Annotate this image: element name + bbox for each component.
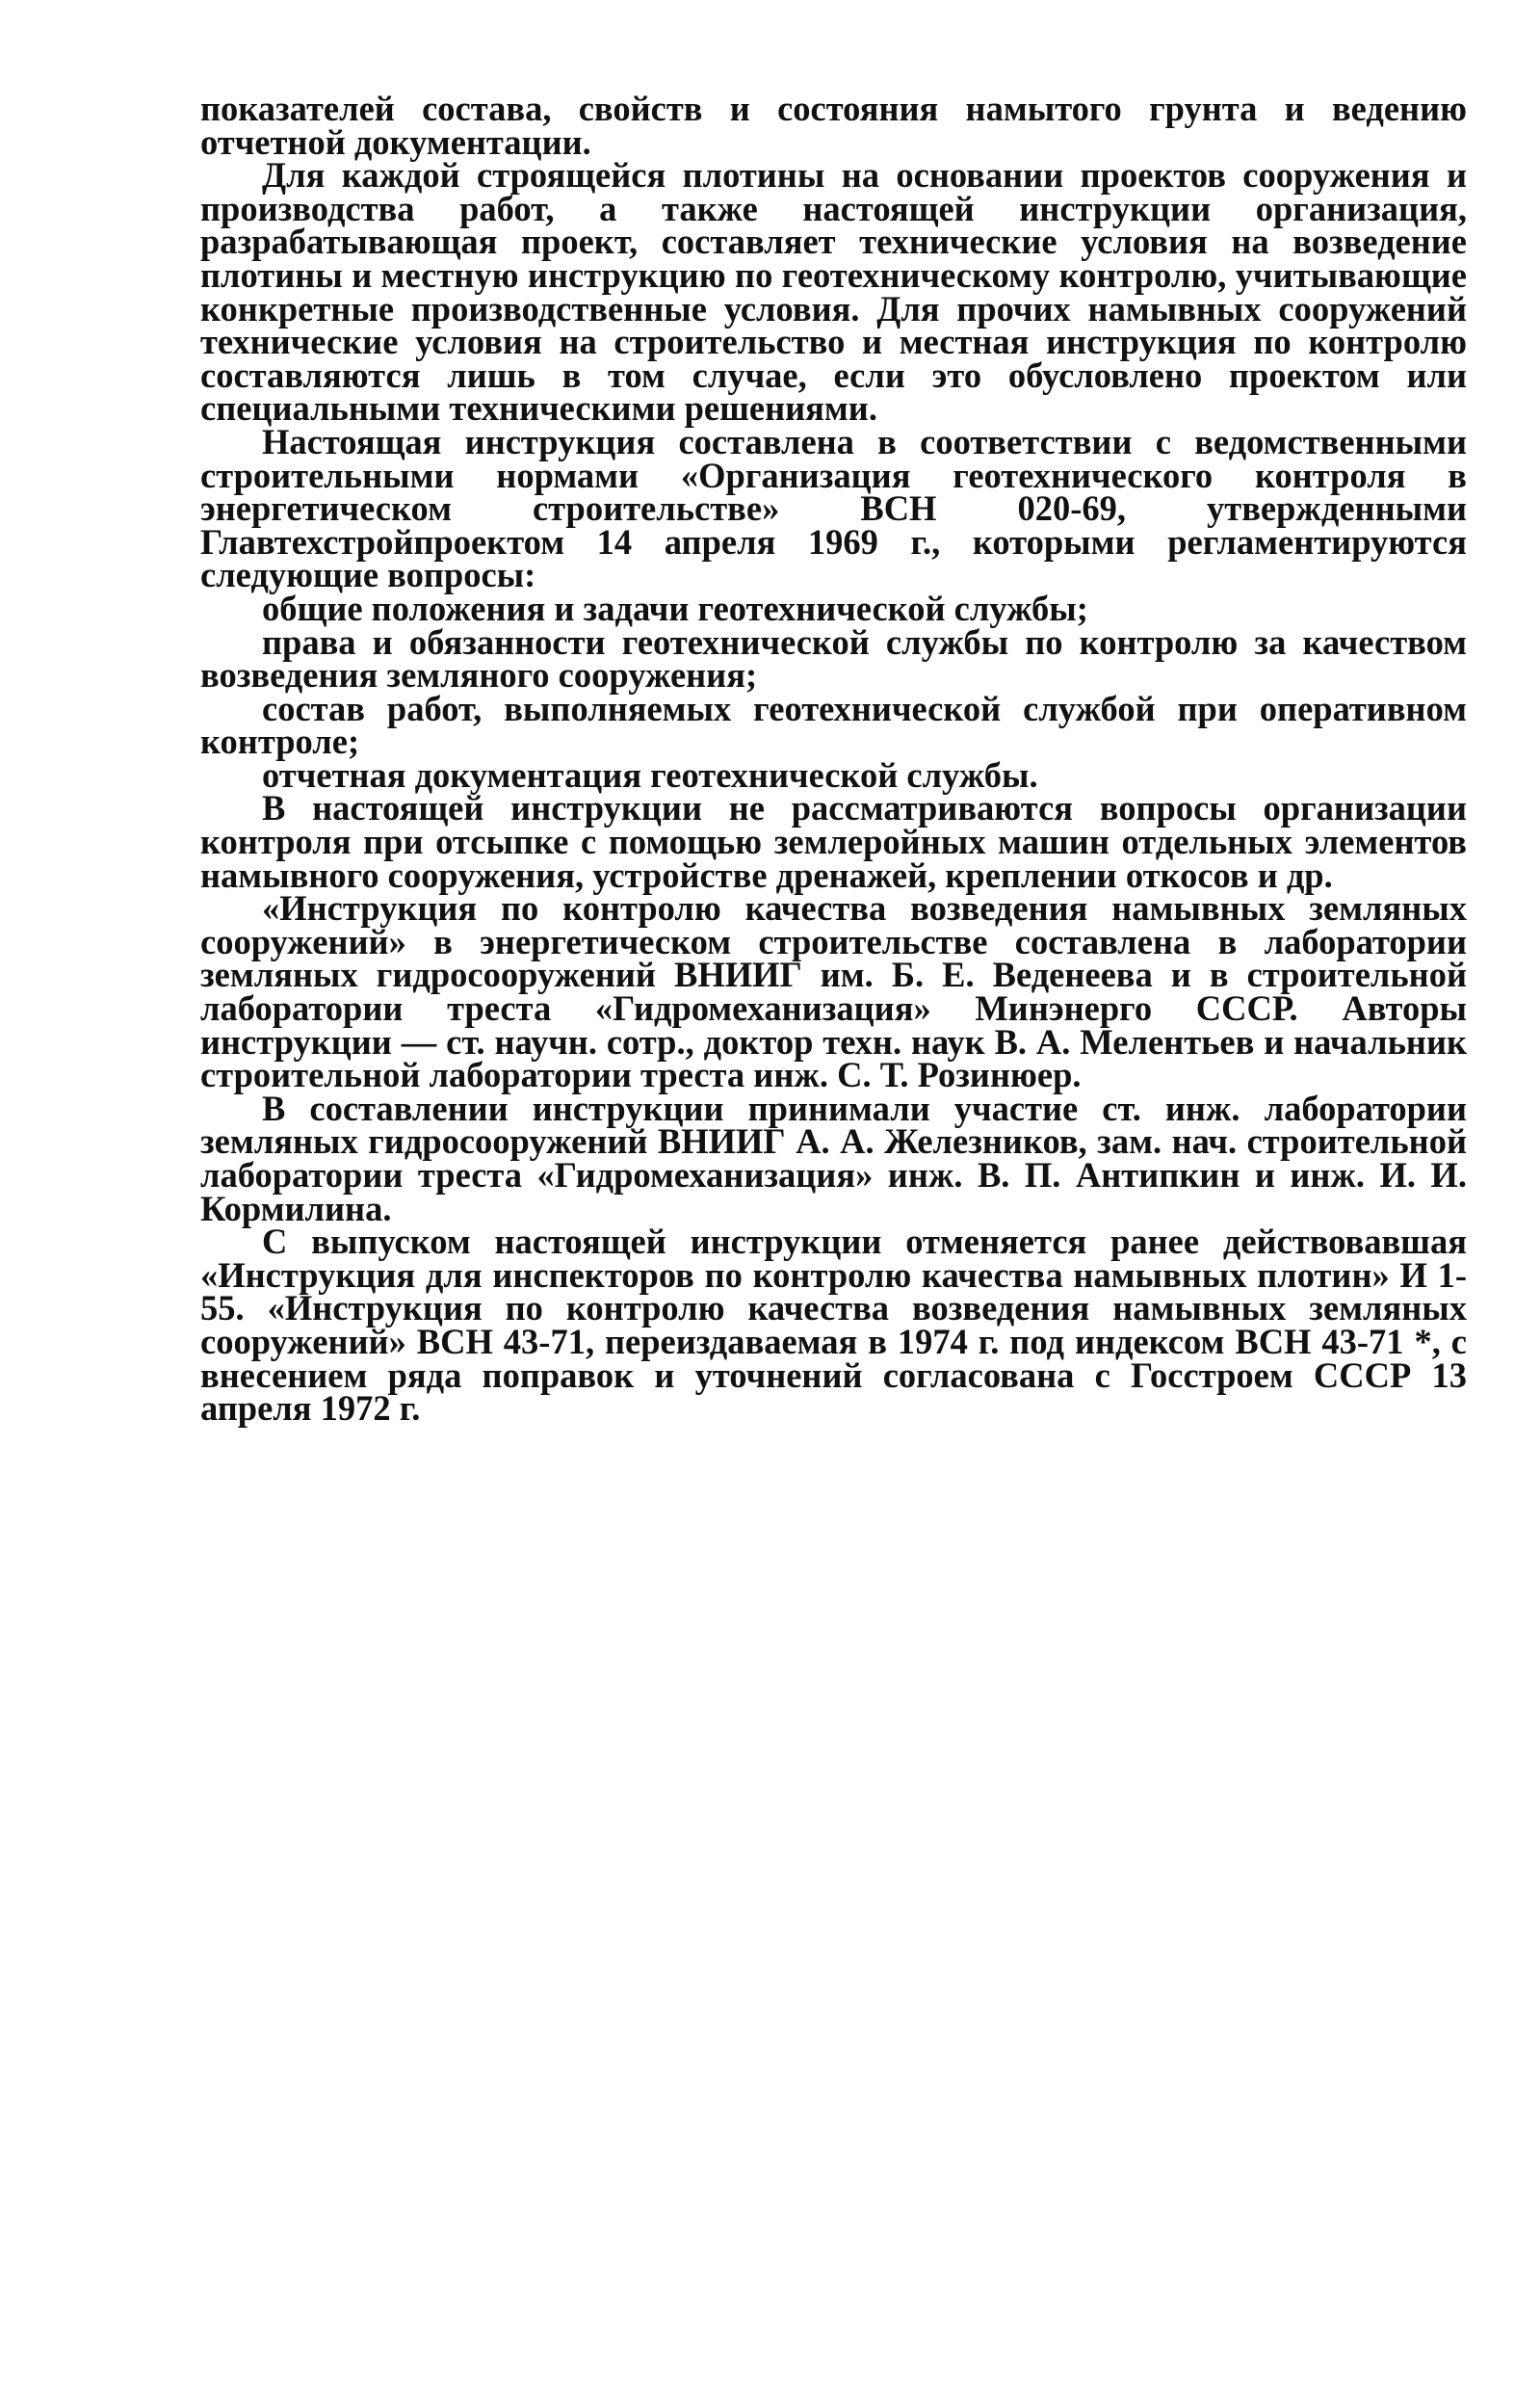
paragraph-authors: «Инструкция по контролю качества возведения намывных земляных сооружений» в энергетическом строительстве составлена в лаборатории земляных гидросооружений ВНИИГ им. Б. Е. Веденеева и в строительной лаборатории треста «Гидромеханизация» Минэнерго СССР. Авторы инструкции — ст. научн. сотр., доктор техн. наук В. А. Мелентьев и начальник строительной лаборатории треста инж. С. Т. Розинюер. (200, 888, 1467, 1095)
paragraph-supersedes: С выпуском настоящей инструкции отменяется ранее действовавшая «Инструкция для инспекторов по контролю качества намывных плотин» И 1-55. «Инструкция по контролю качества возведения намывных земляных сооружений» ВСН 43-71, переиздаваемая в 1974 г. под индексом ВСН 43-71 *, с внесением ряда поправок и уточнений согласована с Госстроем СССР 13 апреля 1972 г. (200, 1222, 1467, 1429)
paragraph-excluded-questions: В настоящей инструкции не рассматриваются вопросы организации контроля при отсыпке с помощью землеройных машин отдельных элементов намывного сооружения, устройстве дренажей, креплении откосов и др. (200, 788, 1467, 895)
list-item-reporting: отчетная документация геотехнической службы. (262, 754, 1038, 795)
paragraph-continuation: показателей состава, свойств и состояния намытого грунта и ведению отчетной документации. (200, 89, 1467, 162)
document-page (200, 89, 1467, 1429)
paragraph-technical-conditions: Для каждой строящейся плотины на основании проектов сооружения и производства работ, а также настоящей инструкции организация, разрабатывающая проект, составляет технические условия на возведение плотины и местную инструкцию по геотехническому контролю, учитывающие конкретные производственные условия. Для прочих намывных сооружений технические условия на строительство и местная инструкция по контролю составляются лишь в том случае, если это обусловлено проектом или специальными техническими решениями. (200, 155, 1467, 429)
paragraph-participants: В составлении инструкции принимали участие ст. инж. лаборатории земляных гидросооружений ВНИИГ А. А. Железников, зам. нач. строительной лаборатории треста «Гидромеханизация» инж. В. П. Антипкин и инж. И. И. Кормилина. (200, 1088, 1467, 1228)
list-item-general-provisions: общие положения и задачи геотехнической службы; (262, 588, 1088, 628)
list-item-rights-duties: права и обязанности геотехнической службы по контролю за качеством возведения земляного сооружения; (200, 621, 1467, 696)
list-item-works-composition: состав работ, выполняемых геотехнической службой при оперативном контроле; (200, 688, 1467, 762)
paragraph-normative-basis: Настоящая инструкция составлена в соответствии с ведомственными строительными нормами «Организация геотехнического контроля в энергетическом строительстве» ВСН 020-69, утвержденными Главтехстройпроектом 14 апреля 1969 г., которыми регламентируются следующие вопросы: (200, 421, 1467, 595)
